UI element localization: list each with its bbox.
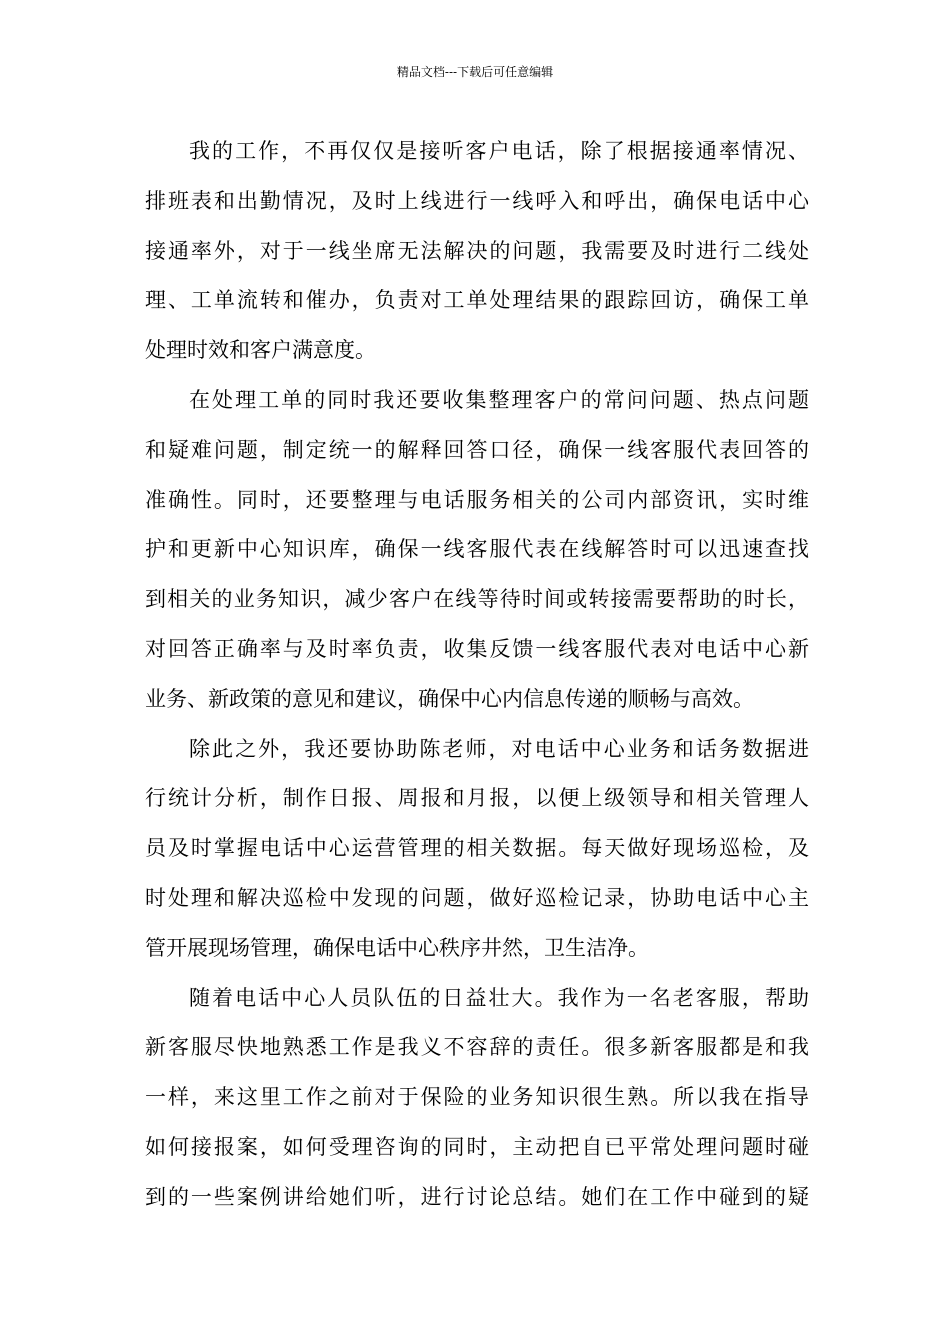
text-line: 我的工作，不再仅仅是接听客户电话，除了根据接通率情况、 (189, 139, 809, 163)
text-line: 和疑难问题，制定统一的解释回答口径，确保一线客服代表回答的 (145, 437, 809, 462)
text-line: 行统计分析，制作日报、周报和月报，以便上级领导和相关管理人 (145, 786, 809, 811)
document-body (145, 127, 809, 1223)
text-line: 对回答正确率与及时率负责，收集反馈一线客服代表对电话中心新 (145, 636, 809, 661)
text-line: 排班表和出勤情况，及时上线进行一线呼入和呼出，确保电话中心 (145, 188, 809, 213)
text-line: 除此之外，我还要协助陈老师，对电话中心业务和话务数据进 (189, 736, 809, 761)
text-line: 接通率外，对于一线坐席无法解决的问题，我需要及时进行二线处 (145, 238, 809, 263)
text-line: 业务、新政策的意见和建议，确保中心内信息传递的顺畅与高效。 (145, 686, 754, 711)
text-line: 随着电话中心人员队伍的日益壮大。我作为一名老客服，帮助 (189, 985, 809, 1010)
paragraph-3 (145, 725, 809, 974)
text-line: 一样，来这里工作之前对于保险的业务知识很生熟。所以我在指导 (145, 1085, 809, 1110)
text-line: 理、工单流转和催办，负责对工单处理结果的跟踪回访，确保工单 (145, 288, 809, 313)
text-line: 处理时效和客户满意度。 (145, 338, 376, 363)
paragraph-1 (145, 127, 809, 376)
page-header: 精品文档---下载后可任意编辑 (396, 65, 554, 79)
text-line: 在处理工单的同时我还要收集整理客户的常问问题、热点问题 (189, 387, 809, 412)
text-line: 准确性。同时，还要整理与电话服务相关的公司内部资讯，实时维 (145, 487, 809, 512)
text-line: 到的一些案例讲给她们听，进行讨论总结。她们在工作中碰到的疑 (145, 1184, 809, 1209)
text-line: 护和更新中心知识库，确保一线客服代表在线解答时可以迅速查找 (145, 537, 809, 562)
text-line: 员及时掌握电话中心运营管理的相关数据。每天做好现场巡检，及 (145, 836, 809, 861)
text-line: 如何接报案，如何受理咨询的同时，主动把自已平常处理问题时碰 (145, 1134, 809, 1159)
paragraph-2 (145, 376, 809, 725)
text-line: 新客服尽快地熟悉工作是我义不容辞的责任。很多新客服都是和我 (145, 1035, 809, 1060)
text-line: 时处理和解决巡检中发现的问题，做好巡检记录，协助电话中心主 (145, 885, 809, 910)
text-line: 到相关的业务知识，减少客户在线等待时间或转接需要帮助的时长， (145, 587, 809, 612)
paragraph-4 (145, 974, 809, 1223)
text-line: 管开展现场管理，确保电话中心秩序井然，卫生洁净。 (145, 935, 649, 960)
